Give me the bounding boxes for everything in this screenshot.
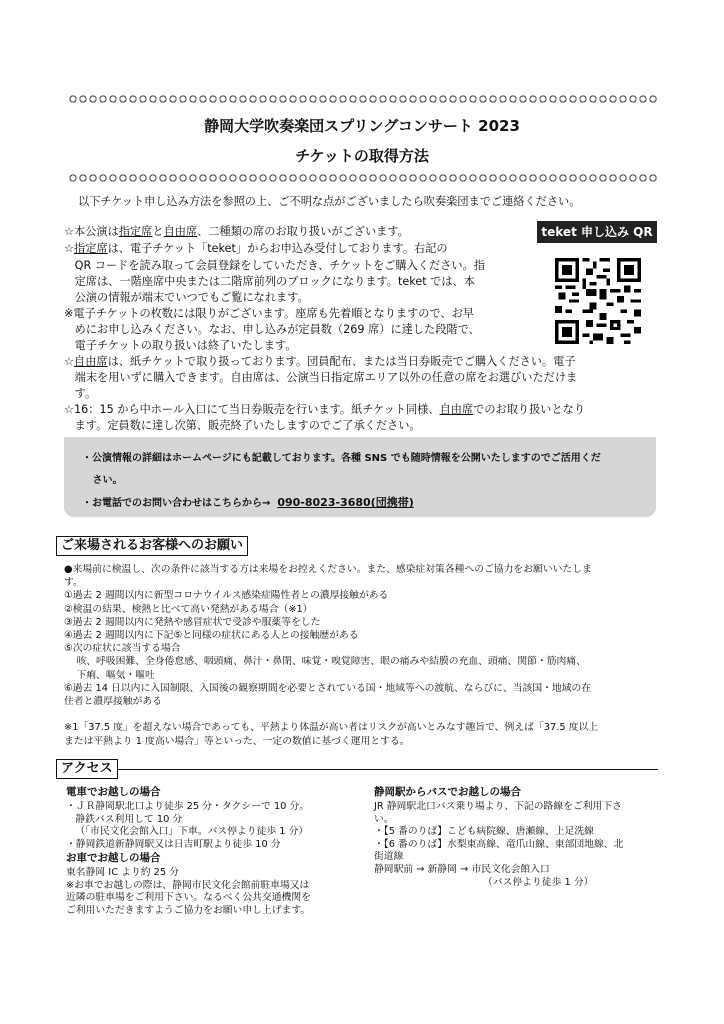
train-line-3: （「市民文化会館入口」下車。バス停より徒歩 1 分） bbox=[66, 826, 309, 838]
car-line-1: 東名静岡 IC より約 25 分 bbox=[66, 867, 180, 878]
bus-title: 静岡駅からバスでお越しの場合 bbox=[374, 786, 521, 798]
qr-code[interactable] bbox=[555, 258, 641, 344]
decorative-border-top bbox=[68, 94, 658, 104]
qr-label: teket 申し込み QR bbox=[537, 221, 657, 243]
ticket-line-4: 定席は、一階座席中央または二階席前列のブロックになります。teket では、本 bbox=[64, 275, 475, 288]
car-line-3: 近隣の駐車場をご利用下さい。なるべく公共交通機関を bbox=[66, 892, 311, 904]
ticket-line-1: ☆本公演は指定席と自由席、二種類の席のお取り扱いがございます。 bbox=[64, 225, 409, 238]
decorative-border-bottom bbox=[68, 173, 658, 183]
access-heading: アクセス bbox=[56, 759, 118, 779]
request-line-2: す。 bbox=[64, 577, 83, 589]
train-line-4: ・静岡鉄道新静岡駅又は日吉町駅より徒歩 10 分 bbox=[66, 838, 281, 850]
request-line-3: ①過去 2 週間以内に新型コロナウイルス感染症陽性者との濃厚接触がある bbox=[64, 590, 389, 602]
notice-line-3: ・お電話でのお問い合わせはこちらから→ 090-8023-3680(団携帯) bbox=[82, 496, 414, 509]
ticket-line-11: す。 bbox=[64, 387, 97, 400]
train-line-1: ・ＪＲ静岡駅北口より徒歩 25 分・タクシーで 10 分。 bbox=[66, 801, 310, 812]
page-subtitle: チケットの取得方法 bbox=[295, 147, 429, 165]
phone-link[interactable]: 090-8023-3680(団携帯) bbox=[277, 496, 414, 509]
bus-line-5: 街道線 bbox=[374, 851, 404, 863]
bus-line-6: 静岡駅前 → 新静岡 → 市民文化会館入口 bbox=[374, 864, 550, 875]
request-line-10: ⑥過去 14 日以内に入国制限、入国後の観察期間を必要とされている国・地域等への渡航、ならびに、当該国・地域の在 bbox=[64, 682, 592, 694]
request-line-4: ②検温の結果、検熱と比べて高い発熱がある場合（※1） bbox=[64, 603, 313, 615]
intro-text: 以下チケット申し込み方法を参照の上、ご不明な点がございましたら吹奏楽団までご連絡ください。 bbox=[78, 195, 581, 208]
ticket-line-6: ※電子チケットの枚数には限りがございます。座席も先着順となりますので、お早 bbox=[64, 307, 474, 320]
ticket-line-5: 公演の情報が端末でいつでもご覧になれます。 bbox=[64, 291, 309, 304]
train-title: 電車でお越しの場合 bbox=[66, 786, 161, 798]
request-line-9: 下痢、嘔気・嘔吐 bbox=[64, 669, 155, 681]
notice-line-1: ・公演情報の詳細はホームページにも記載しております。各種 SNS でも随時情報を公開いたしますのでご活用くだ bbox=[82, 453, 601, 464]
ticket-line-7: めにお申し込みください。なお、申し込みが定員数（269 席）に達した段階で、 bbox=[64, 323, 480, 336]
train-line-2: 静鉄バス利用して 10 分 bbox=[66, 813, 183, 825]
bus-line-3: ・【5 番のりば】こども病院線、唐瀬線、上足洗線 bbox=[374, 826, 594, 838]
bus-line-7: （バス停より徒歩 1 分） bbox=[374, 876, 594, 888]
request-heading: ご来場されるお客様へのお願い bbox=[56, 536, 248, 556]
ticket-line-10: 端末を用いずに購入できます。自由席は、公演当日指定席エリア以外の任意の席をお選びいただけま bbox=[64, 371, 578, 384]
ticket-line-13: ます。定員数に達し次第、販売終了いたしますのでご了承ください。 bbox=[64, 419, 421, 432]
ticket-line-8: 電子チケットの取り扱いは終了いたします。 bbox=[64, 339, 297, 352]
request-line-7: ⑤次の症状に該当する場合 bbox=[64, 643, 181, 655]
bus-line-2: い。 bbox=[374, 813, 394, 825]
ticket-line-3: QR コードを読み取って会員登録をしていただき、チケットをご購入ください。指 bbox=[64, 259, 485, 272]
notice-box bbox=[64, 437, 656, 517]
request-line-1: ●来場前に検温し、次の条件に該当する方は来場をお控えください。また、感染症対策各種へのご協力をお願いいたしま bbox=[64, 564, 592, 575]
request-line-14: または平熱より 1 度高い場合」等といった、一定の数値に基づく運用とする。 bbox=[64, 735, 410, 747]
car-line-2: ※お車でお越しの際は、静岡市民文化会館前駐車場又は bbox=[66, 879, 310, 891]
bus-line-4: ・【6 番のりば】水梨東高線、竜爪山線、東部団地線、北 bbox=[374, 838, 624, 850]
bus-line-1: JR 静岡駅北口バス乗り場より、下記の路線をご利用下さ bbox=[374, 801, 622, 812]
request-line-11: 住者と濃厚接触がある bbox=[64, 696, 162, 707]
request-line-6: ④過去 2 週間以内に下記⑤と同様の症状にある人との接触歴がある bbox=[64, 630, 359, 641]
request-line-8: 咳、呼吸困難、全身倦怠感、咽頭痛、鼻汁・鼻閉、味覚・嗅覚障害、眼の痛みや結膜の充血、頭痛、関節・筋肉痛、 bbox=[64, 656, 586, 668]
ticket-line-9: ☆自由席は、紙チケットで取り扱っております。団員配布、または当日券販売でご購入ください。電子 bbox=[64, 355, 576, 368]
request-line-13: ※1「37.5 度」を超えない場合であっても、平熱より体温が高い者はリスクが高いとみなす趣旨で、例えば「37.5 度以上 bbox=[64, 722, 599, 734]
access-rule bbox=[56, 769, 658, 770]
request-line-5: ③過去 2 週間以内に発熱や感冒症状で受診や服薬等をした bbox=[64, 616, 321, 628]
car-line-4: ご利用いただきますようご協力をお願い申し上げます。 bbox=[66, 904, 311, 916]
notice-line-2: さい。 bbox=[82, 475, 123, 486]
ticket-line-2: ☆指定席は、電子チケット「teket」からお申込み受付しております。右記の bbox=[64, 242, 448, 255]
ticket-line-12: ☆16：15 から中ホール入口にて当日券販売を行います。紙チケット同様、自由席でのお取り扱いとなり bbox=[64, 403, 586, 416]
car-title: お車でお越しの場合 bbox=[66, 852, 161, 864]
page-title: 静岡大学吹奏楽団スプリングコンサート 2023 bbox=[204, 117, 520, 135]
